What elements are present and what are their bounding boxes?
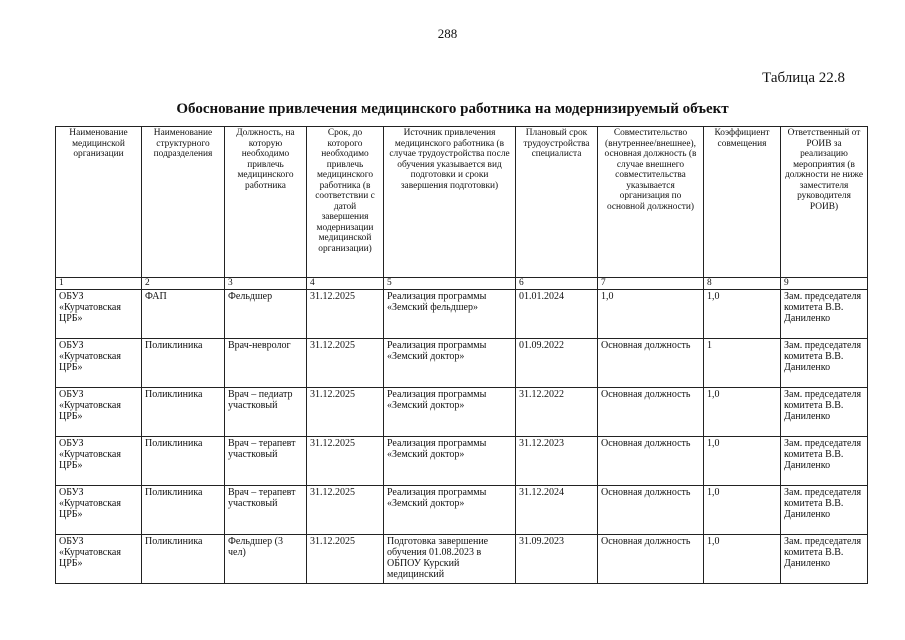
cell-responsible: Зам. председателя комитета В.В. Даниленко (781, 436, 868, 485)
cell-source: Реализация программы «Земский фельдшер» (384, 289, 516, 338)
column-header: Плановый срок трудоустройства специалиста (516, 127, 598, 278)
cell-planned-date: 01.09.2022 (516, 338, 598, 387)
cell-organization: ОБУЗ «Курчатовская ЦРБ» (56, 289, 142, 338)
table-label: Таблица 22.8 (762, 70, 845, 86)
cell-coefficient: 1,0 (704, 289, 781, 338)
page-number: 288 (437, 26, 458, 41)
cell-organization: ОБУЗ «Курчатовская ЦРБ» (56, 338, 142, 387)
column-header: Срок, до которого необходимо привлечь медицинского работника (в соответствии с датой завершения модернизации медицинской организации) (307, 127, 384, 278)
column-number: 9 (781, 278, 868, 290)
cell-coefficient: 1 (704, 338, 781, 387)
cell-department: Поликлиника (142, 534, 225, 583)
cell-position: Врач – педиатр участковый (225, 387, 307, 436)
cell-department: Поликлиника (142, 387, 225, 436)
cell-combination: 1,0 (598, 289, 704, 338)
table-row (56, 338, 868, 387)
cell-department: Поликлиника (142, 485, 225, 534)
cell-combination: Основная должность (598, 485, 704, 534)
cell-responsible: Зам. председателя комитета В.В. Даниленко (781, 534, 868, 583)
table-row (56, 485, 868, 534)
cell-combination: Основная должность (598, 436, 704, 485)
document-title: Обоснование привлечения медицинского работника на модернизируемый объект (176, 101, 729, 117)
cell-planned-date: 31.12.2022 (516, 387, 598, 436)
cell-coefficient: 1,0 (704, 387, 781, 436)
cell-source: Реализация программы «Земский доктор» (384, 436, 516, 485)
cell-combination: Основная должность (598, 338, 704, 387)
column-header: Совместительство (внутреннее/внешнее), основная должность (в случае внешнего совместительства указывается организация по основной должности) (598, 127, 704, 278)
table-row (56, 436, 868, 485)
cell-responsible: Зам. председателя комитета В.В. Даниленко (781, 485, 868, 534)
cell-position: Фельдшер (3 чел) (225, 534, 307, 583)
cell-responsible: Зам. председателя комитета В.В. Даниленко (781, 338, 868, 387)
cell-source: Реализация программы «Земский доктор» (384, 485, 516, 534)
cell-organization: ОБУЗ «Курчатовская ЦРБ» (56, 485, 142, 534)
column-number: 8 (704, 278, 781, 290)
cell-deadline: 31.12.2025 (307, 436, 384, 485)
table-row (56, 387, 868, 436)
column-number: 4 (307, 278, 384, 290)
header-row (56, 127, 868, 278)
cell-coefficient: 1,0 (704, 485, 781, 534)
column-number-row (56, 278, 868, 290)
cell-combination: Основная должность (598, 387, 704, 436)
cell-deadline: 31.12.2025 (307, 289, 384, 338)
cell-planned-date: 31.12.2023 (516, 436, 598, 485)
cell-deadline: 31.12.2025 (307, 534, 384, 583)
cell-planned-date: 01.01.2024 (516, 289, 598, 338)
column-header: Наименование структурного подразделения (142, 127, 225, 278)
cell-deadline: 31.12.2025 (307, 387, 384, 436)
column-number: 6 (516, 278, 598, 290)
cell-organization: ОБУЗ «Курчатовская ЦРБ» (56, 387, 142, 436)
cell-coefficient: 1,0 (704, 436, 781, 485)
column-header: Должность, на которую необходимо привлечь медицинского работника (225, 127, 307, 278)
cell-organization: ОБУЗ «Курчатовская ЦРБ» (56, 534, 142, 583)
column-number: 3 (225, 278, 307, 290)
cell-source: Подготовка завершение обучения 01.08.2023 в ОБПОУ Курский медицинский (384, 534, 516, 583)
cell-planned-date: 31.12.2024 (516, 485, 598, 534)
cell-planned-date: 31.09.2023 (516, 534, 598, 583)
recruitment-table (55, 126, 868, 584)
table-row (56, 289, 868, 338)
cell-coefficient: 1,0 (704, 534, 781, 583)
cell-position: Врач – терапевт участковый (225, 436, 307, 485)
cell-position: Врач – терапевт участковый (225, 485, 307, 534)
cell-responsible: Зам. председателя комитета В.В. Даниленко (781, 387, 868, 436)
column-header: Наименование медицинской организации (56, 127, 142, 278)
cell-deadline: 31.12.2025 (307, 338, 384, 387)
column-header: Ответственный от РОИВ за реализацию мероприятия (в должности не ниже заместителя руководителя РОИВ) (781, 127, 868, 278)
cell-deadline: 31.12.2025 (307, 485, 384, 534)
cell-source: Реализация программы «Земский доктор» (384, 338, 516, 387)
cell-department: Поликлиника (142, 338, 225, 387)
column-header: Коэффициент совмещения (704, 127, 781, 278)
cell-combination: Основная должность (598, 534, 704, 583)
table-row (56, 534, 868, 583)
column-number: 2 (142, 278, 225, 290)
cell-position: Врач-невролог (225, 338, 307, 387)
column-number: 5 (384, 278, 516, 290)
cell-responsible: Зам. председателя комитета В.В. Даниленко (781, 289, 868, 338)
cell-department: Поликлиника (142, 436, 225, 485)
cell-organization: ОБУЗ «Курчатовская ЦРБ» (56, 436, 142, 485)
column-number: 1 (56, 278, 142, 290)
cell-source: Реализация программы «Земский доктор» (384, 387, 516, 436)
column-number: 7 (598, 278, 704, 290)
column-header: Источник привлечения медицинского работника (в случае трудоустройства после обучения указывается вид подготовки и сроки завершения подготовки) (384, 127, 516, 278)
cell-position: Фельдшер (225, 289, 307, 338)
cell-department: ФАП (142, 289, 225, 338)
